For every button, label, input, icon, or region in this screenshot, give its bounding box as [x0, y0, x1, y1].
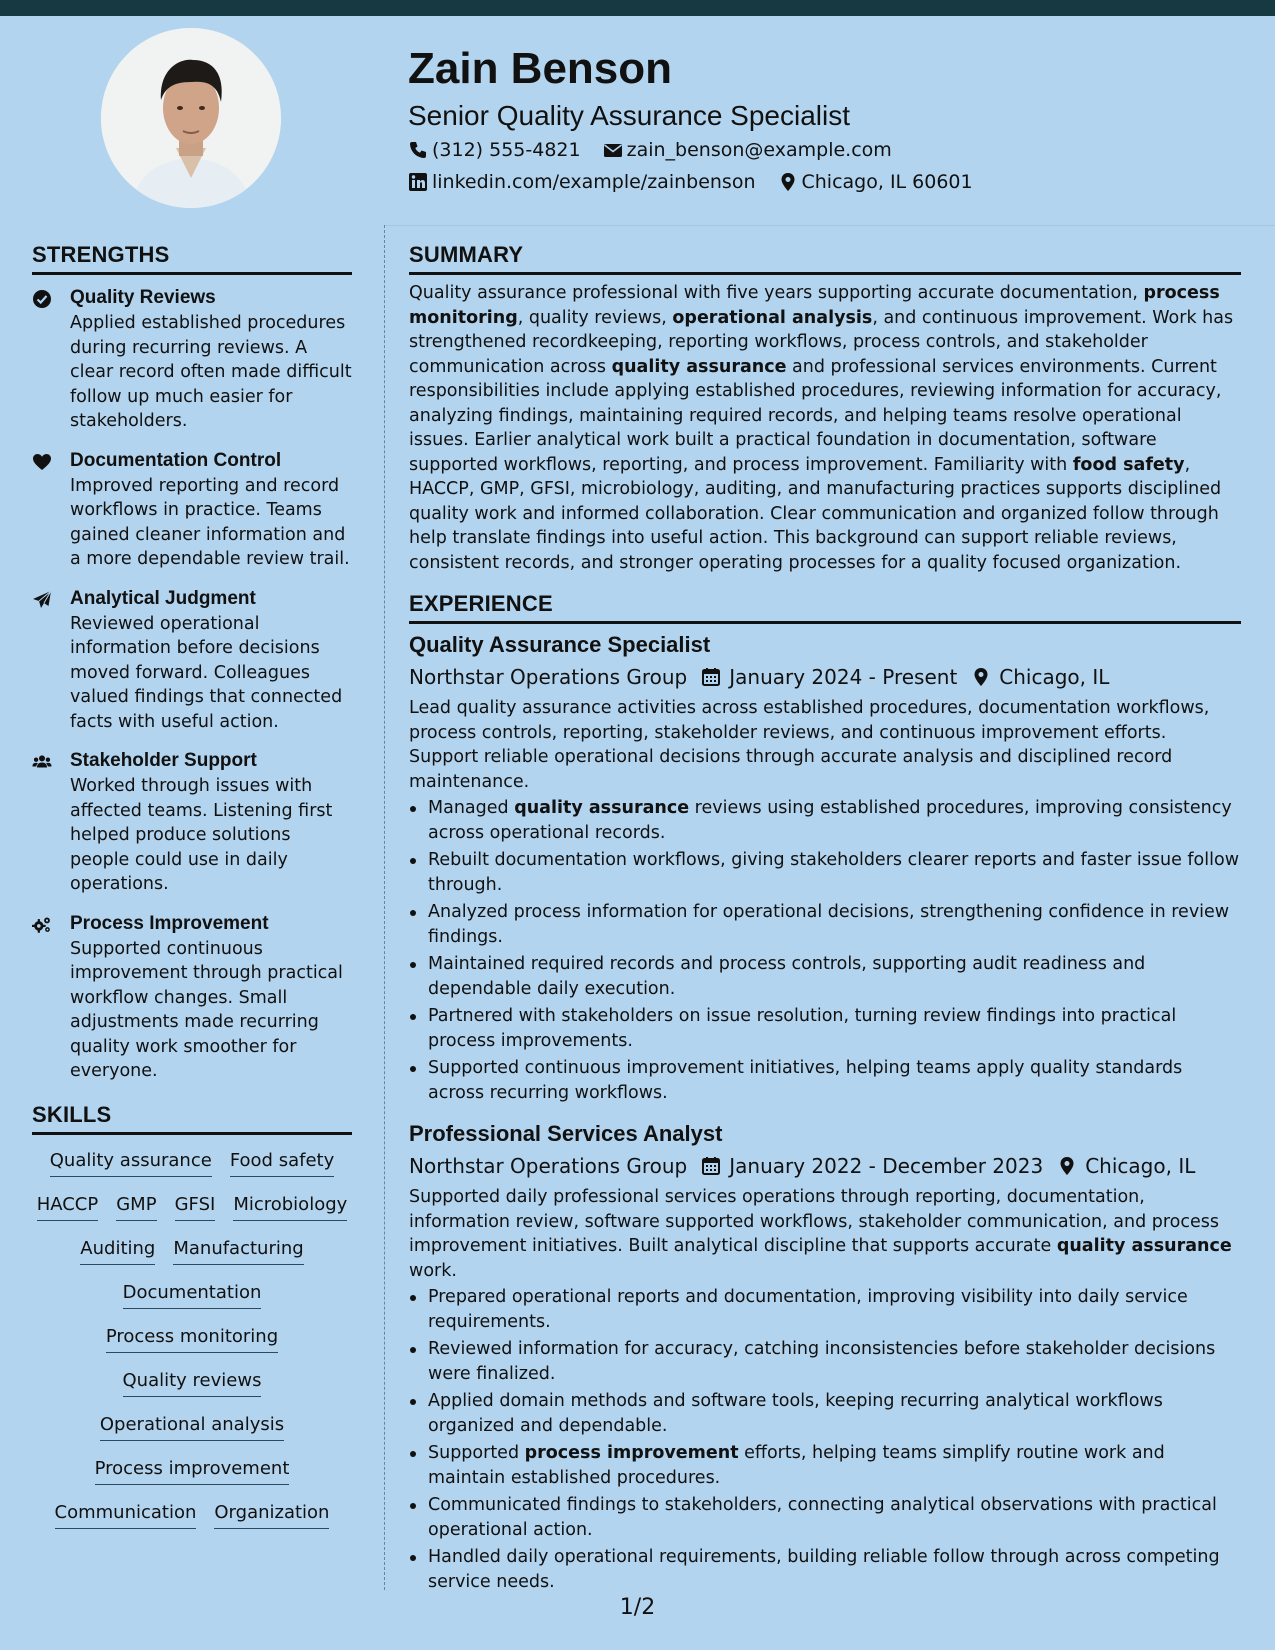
job-bullet: Supported process improvement efforts, helping teams simplify routine work and maintain established procedures. [409, 1441, 1241, 1490]
candidate-name: Zain Benson [408, 44, 673, 93]
page-number: 1/2 [619, 1595, 656, 1620]
top-bar [0, 0, 1275, 16]
job-dates: January 2022 - December 2023 [729, 1154, 1044, 1178]
summary-text: Quality assurance professional with five years supporting accurate documentation, process monitoring, quality reviews, operational analysis, and continuous improvement. Work has strengthened recordkeeping, reporting workflows, process controls, and stakeholder communication across quality assurance and professional services environments. Current responsibilities include applying established procedures, reviewing information for accuracy, analyzing findings, maintaining required records, and helping teams resolve operational issues. Earlier analytical work built a practical foundation in documentation, software supported workflows, reporting, and process improvement. Familiarity with food safety, HACCP, GMP, GFSI, microbiology, auditing, and manufacturing practices supports disciplined quality work and informed collaboration. Clear communication and organized follow through help translate findings into useful action. This background can support reliable reviews, consistent records, and stronger operating processes for a quality focused organization. [409, 283, 1234, 573]
left-column [32, 238, 352, 1539]
experience-heading: EXPERIENCE [409, 587, 1241, 624]
linkedin-icon [408, 172, 428, 192]
envelope-icon [603, 140, 623, 160]
job-title: Quality Assurance Specialist [409, 632, 711, 657]
job-intro: Lead quality assurance activities across established procedures, documentation workflows, process controls, reporting, stakeholder reviews, and continuous improvement efforts. Support reliable operational decisions through accurate analysis and disciplined record maintenance. [409, 698, 1210, 792]
skill-tag: Food safety [230, 1149, 334, 1177]
strengths-heading: STRENGTHS [32, 238, 352, 275]
skill-tag: Manufacturing [173, 1237, 303, 1265]
strength-title: Quality Reviews [70, 287, 216, 308]
map-marker-icon [778, 172, 798, 192]
skills-list [32, 1149, 352, 1539]
avatar [101, 28, 281, 208]
job-bullet: Maintained required records and process controls, supporting audit readiness and dependable daily execution. [409, 952, 1241, 1001]
location-text: Chicago, IL 60601 [801, 171, 973, 193]
job-bullet: Rebuilt documentation workflows, giving stakeholders clearer reports and faster issue follow through. [409, 848, 1241, 897]
strength-description: Applied established procedures during recurring reviews. A clear record often made difficult follow up much easier for stakeholders. [70, 313, 352, 431]
skill-tag: GFSI [175, 1193, 216, 1221]
job-entry [409, 1119, 1241, 1594]
resume-header [408, 40, 1248, 198]
strength-item [32, 448, 352, 572]
job-title: Professional Services Analyst [409, 1121, 723, 1146]
location-contact [778, 166, 973, 198]
job-dates-wrap [701, 660, 957, 694]
skill-tag: Communication [55, 1501, 197, 1529]
skill-tag: HACCP [37, 1193, 99, 1221]
strength-title: Documentation Control [70, 449, 282, 471]
phone-contact[interactable] [408, 134, 581, 166]
job-dates-wrap [701, 1149, 1043, 1183]
email-text: zain_benson@example.com [626, 139, 892, 161]
job-meta [409, 1149, 1241, 1183]
skill-tag: Operational analysis [100, 1413, 284, 1441]
skills-heading: SKILLS [32, 1098, 352, 1135]
strength-item [32, 285, 352, 434]
job-bullet: Partnered with stakeholders on issue resolution, turning review findings into practical process improvements. [409, 1004, 1241, 1053]
map-marker-icon [1057, 1156, 1077, 1176]
strength-item [32, 748, 352, 897]
job-bullet: Reviewed information for accuracy, catching inconsistencies before stakeholder decisions were finalized. [409, 1337, 1241, 1386]
candidate-title: Senior Quality Assurance Specialist [408, 100, 850, 131]
job-bullets [409, 1285, 1241, 1594]
skill-tag: Process monitoring [106, 1325, 278, 1353]
job-location-wrap [971, 660, 1109, 694]
job-company: Northstar Operations Group [409, 665, 688, 689]
strength-item [32, 586, 352, 735]
experience-list [409, 630, 1241, 1594]
skill-tag: GMP [116, 1193, 156, 1221]
calendar-icon [701, 667, 721, 687]
strengths-list [32, 285, 352, 1084]
users-icon [32, 748, 70, 897]
linkedin-text: linkedin.com/example/zainbenson [432, 171, 756, 193]
job-bullet: Analyzed process information for operational decisions, strengthening confidence in review findings. [409, 900, 1241, 949]
strength-item [32, 911, 352, 1084]
skill-tag: Organization [214, 1501, 329, 1529]
job-meta [409, 660, 1241, 694]
job-location: Chicago, IL [999, 665, 1110, 689]
job-company: Northstar Operations Group [409, 1154, 688, 1178]
strength-title: Stakeholder Support [70, 750, 257, 771]
linkedin-contact[interactable] [408, 166, 756, 198]
column-divider [384, 225, 385, 1590]
strength-title: Process Improvement [70, 912, 269, 934]
paper-plane-icon [32, 586, 70, 735]
strength-description: Supported continuous improvement through practical workflow changes. Small adjustments made recurring quality work smoother for everyone. [70, 938, 343, 1081]
calendar-icon [701, 1156, 721, 1176]
phone-icon [408, 140, 428, 160]
heart-icon [32, 448, 70, 572]
job-intro: Supported daily professional services operations through reporting, documentation, information review, software supported workflows, stakeholder communication, and process improvement initiatives. Built analytical discipline that supports accurate quality assurance work. [409, 1187, 1232, 1281]
header-divider [384, 225, 1275, 226]
skill-tag: Quality reviews [123, 1369, 262, 1397]
job-dates: January 2024 - Present [729, 665, 958, 689]
map-marker-icon [971, 667, 991, 687]
job-location-wrap [1057, 1149, 1195, 1183]
phone-text: (312) 555-4821 [432, 139, 581, 161]
job-bullet: Managed quality assurance reviews using established procedures, improving consistency across operational records. [409, 796, 1241, 845]
check-circle-icon [32, 285, 70, 434]
job-bullet: Applied domain methods and software tools, keeping recurring analytical workflows organized and dependable. [409, 1389, 1241, 1438]
job-bullet: Handled daily operational requirements, building reliable follow through across competing service needs. [409, 1545, 1241, 1594]
strength-description: Worked through issues with affected teams. Listening first helped produce solutions people could use in daily operations. [70, 776, 333, 894]
strength-description: Improved reporting and record workflows in practice. Teams gained cleaner information and a more dependable review trail. [70, 475, 350, 569]
job-bullet: Communicated findings to stakeholders, connecting analytical observations with practical operational action. [409, 1493, 1241, 1542]
summary-heading: SUMMARY [409, 238, 1241, 275]
strength-description: Reviewed operational information before decisions moved forward. Colleagues valued findings that connected facts with useful action. [70, 613, 343, 732]
strength-title: Analytical Judgment [70, 587, 256, 609]
right-column [409, 238, 1241, 1597]
job-bullet: Prepared operational reports and documentation, improving visibility into daily service requirements. [409, 1285, 1241, 1334]
email-contact[interactable] [603, 134, 892, 166]
skill-tag: Auditing [80, 1237, 155, 1265]
skill-tag: Documentation [123, 1281, 262, 1309]
skill-tag: Process improvement [95, 1457, 290, 1485]
job-entry [409, 630, 1241, 1105]
job-bullets [409, 796, 1241, 1105]
skill-tag: Microbiology [233, 1193, 347, 1221]
skill-tag: Quality assurance [50, 1149, 212, 1177]
gears-icon [32, 911, 70, 1084]
job-location: Chicago, IL [1085, 1154, 1196, 1178]
job-bullet: Supported continuous improvement initiatives, helping teams apply quality standards across recurring workflows. [409, 1056, 1241, 1105]
